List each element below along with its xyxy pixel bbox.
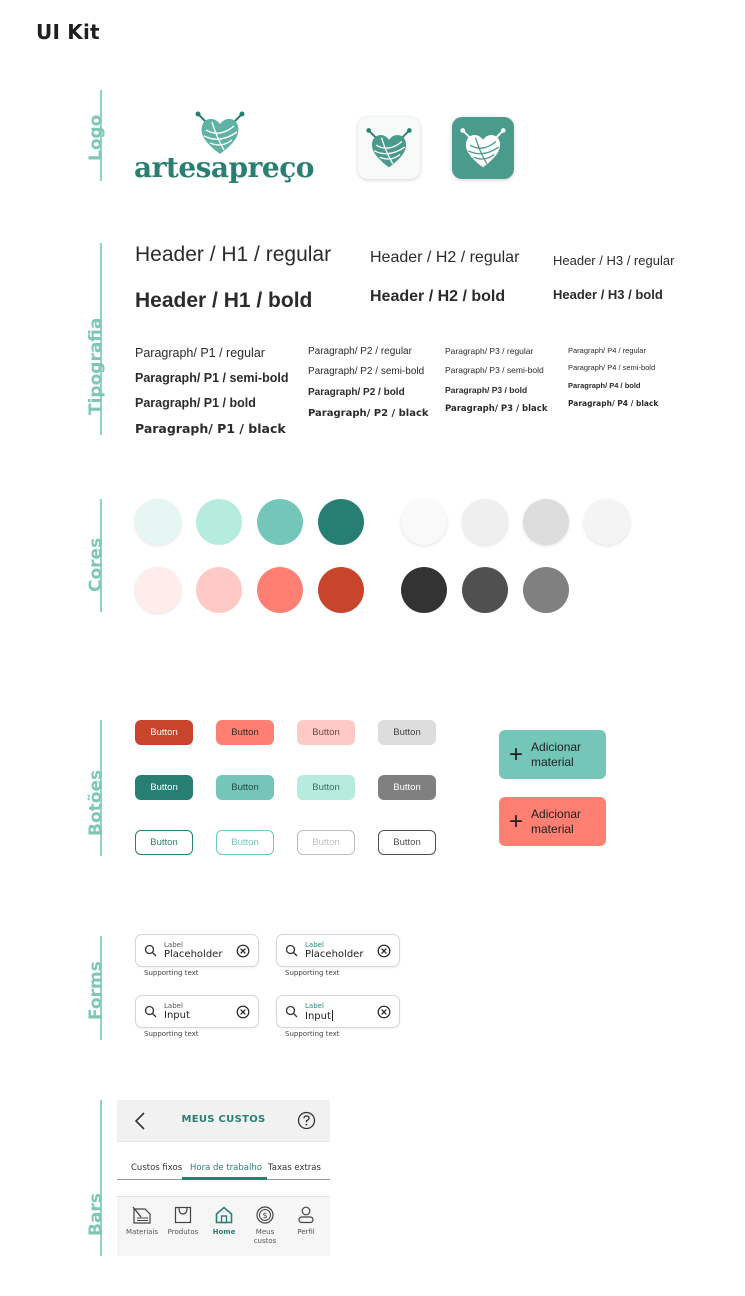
- color-neutral-75: [584, 499, 630, 545]
- color-neutral-900: [401, 567, 447, 613]
- nav-item-produtos[interactable]: [163, 1205, 203, 1237]
- h3-regular: Header / H3 / regular: [553, 253, 675, 268]
- plus-icon: +: [509, 807, 524, 835]
- color-teal-700: [318, 499, 364, 545]
- button-gray[interactable]: Button: [378, 775, 436, 800]
- tab-taxas-extras[interactable]: Taxas extras: [268, 1163, 321, 1173]
- svg-text:$: $: [262, 1211, 268, 1220]
- p1-semibold: Paragraph/ P1 / semi-bold: [135, 371, 289, 385]
- materials-icon: [131, 1205, 153, 1225]
- button-teal-dark[interactable]: Button: [135, 775, 193, 800]
- button-outline-gray[interactable]: Button: [378, 830, 436, 855]
- p4-bold: Paragraph/ P4 / bold: [568, 381, 641, 390]
- section-label-logo: Logo: [86, 114, 106, 161]
- nav-label: Home: [212, 1228, 236, 1236]
- p3-bold: Paragraph/ P3 / bold: [445, 385, 528, 395]
- nav-item-materiais[interactable]: [122, 1205, 162, 1237]
- app-icon-dark: [452, 117, 514, 179]
- p4-black: Paragraph/ P4 / black: [568, 399, 659, 408]
- p3-regular: Paragraph/ P3 / regular: [445, 346, 534, 356]
- field-placeholder: Placeholder: [305, 949, 364, 960]
- supporting-text: Supporting text: [144, 1030, 199, 1038]
- search-icon: [285, 1005, 298, 1018]
- section-logo: [72, 90, 106, 181]
- color-teal-50: [135, 499, 181, 545]
- page-title: UI Kit: [36, 20, 100, 44]
- color-coral-700: [318, 567, 364, 613]
- button-outline-gray-light[interactable]: Button: [297, 830, 355, 855]
- bottom-nav-bar: [117, 1196, 330, 1256]
- text-cursor: [332, 1010, 333, 1021]
- yarn-heart-icon: [194, 110, 246, 156]
- search-icon: [144, 944, 157, 957]
- add-material-button-coral[interactable]: [499, 797, 606, 846]
- section-typography: [72, 243, 106, 435]
- user-icon: [296, 1205, 316, 1225]
- logo-wordmark: artesapreço: [134, 151, 314, 184]
- p1-black: Paragraph/ P1 / black: [135, 421, 286, 436]
- button-gray-light[interactable]: Button: [378, 720, 436, 745]
- p2-regular: Paragraph/ P2 / regular: [308, 346, 412, 357]
- field-placeholder: Placeholder: [164, 949, 223, 960]
- color-coral-50: [135, 567, 181, 613]
- p3-semibold: Paragraph/ P3 / semi-bold: [445, 365, 544, 375]
- search-field-input-focused[interactable]: [276, 995, 400, 1028]
- nav-label: Materiais: [125, 1228, 159, 1236]
- field-label: Label: [164, 1002, 183, 1010]
- search-field-placeholder[interactable]: [135, 934, 259, 967]
- field-value: Input: [164, 1010, 190, 1021]
- color-coral-300: [257, 567, 303, 613]
- supporting-text: Supporting text: [285, 1030, 340, 1038]
- yarn-heart-icon: [365, 124, 413, 172]
- nav-item-home[interactable]: [204, 1205, 244, 1237]
- nav-label: Meus custos: [253, 1228, 277, 1245]
- add-material-label: Adicionar material: [531, 739, 582, 769]
- coin-icon: [255, 1205, 275, 1225]
- button-outline-teal[interactable]: Button: [216, 830, 274, 855]
- color-teal-300: [257, 499, 303, 545]
- p1-regular: Paragraph/ P1 / regular: [135, 346, 265, 360]
- shopping-bag-icon: [173, 1205, 193, 1225]
- color-teal-100: [196, 499, 242, 545]
- color-neutral-700: [462, 567, 508, 613]
- h2-regular: Header / H2 / regular: [370, 249, 520, 266]
- tab-custos-fixos[interactable]: Custos fixos: [131, 1163, 183, 1173]
- color-neutral-50: [401, 499, 447, 545]
- button-teal-light[interactable]: Button: [297, 775, 355, 800]
- search-icon: [144, 1005, 157, 1018]
- nav-label: Produtos: [167, 1228, 199, 1236]
- clear-icon[interactable]: [377, 944, 391, 958]
- search-field-placeholder-focused[interactable]: [276, 934, 400, 967]
- clear-icon[interactable]: [236, 1005, 250, 1019]
- button-outline-teal-dark[interactable]: Button: [135, 830, 193, 855]
- field-value-with-cursor: Input: [305, 1011, 331, 1022]
- app-icon-light: [358, 117, 420, 179]
- h3-bold: Header / H3 / bold: [553, 287, 663, 302]
- section-colors: [72, 499, 106, 612]
- supporting-text: Supporting text: [144, 969, 199, 977]
- button-coral-light[interactable]: Button: [297, 720, 355, 745]
- section-label-colors: Cores: [86, 537, 106, 592]
- yarn-heart-icon: [459, 124, 507, 172]
- clear-icon[interactable]: [236, 944, 250, 958]
- search-field-input[interactable]: [135, 995, 259, 1028]
- supporting-text: Supporting text: [285, 969, 340, 977]
- top-bar-title: MEUS CUSTOS: [181, 1114, 266, 1125]
- button-coral-dark[interactable]: Button: [135, 720, 193, 745]
- section-bars: [72, 1100, 106, 1256]
- search-icon: [285, 944, 298, 957]
- add-material-button-teal[interactable]: [499, 730, 606, 779]
- section-buttons: [72, 720, 106, 856]
- home-icon: [214, 1205, 234, 1225]
- p2-black: Paragraph/ P2 / black: [308, 408, 429, 419]
- section-label-bars: Bars: [86, 1193, 106, 1236]
- color-neutral-100: [462, 499, 508, 545]
- add-material-label: Adicionar material: [531, 806, 582, 836]
- p3-black: Paragraph/ P3 / black: [445, 404, 548, 414]
- p4-regular: Paragraph/ P4 / regular: [568, 346, 646, 355]
- plus-icon: +: [509, 740, 524, 768]
- h1-bold: Header / H1 / bold: [135, 289, 313, 312]
- color-neutral-200: [523, 499, 569, 545]
- tab-indicator: [182, 1177, 267, 1180]
- section-label-buttons: Botões: [86, 769, 106, 836]
- help-icon[interactable]: [297, 1111, 316, 1130]
- field-label: Label: [164, 941, 183, 949]
- h1-regular: Header / H1 / regular: [135, 243, 332, 266]
- h2-bold: Header / H2 / bold: [370, 288, 506, 305]
- button-teal[interactable]: Button: [216, 775, 274, 800]
- p2-bold: Paragraph/ P2 / bold: [308, 387, 405, 398]
- p1-bold: Paragraph/ P1 / bold: [135, 396, 256, 410]
- nav-label: Perfil: [297, 1228, 315, 1236]
- field-label: Label: [305, 941, 324, 949]
- clear-icon[interactable]: [377, 1005, 391, 1019]
- tab-hora-de-trabalho[interactable]: Hora de trabalho: [190, 1163, 262, 1173]
- nav-item-perfil[interactable]: [286, 1205, 326, 1237]
- button-coral[interactable]: Button: [216, 720, 274, 745]
- section-forms: [72, 936, 106, 1040]
- section-label-forms: Forms: [86, 961, 106, 1020]
- p2-semibold: Paragraph/ P2 / semi-bold: [308, 366, 425, 377]
- field-label: Label: [305, 1002, 324, 1010]
- color-neutral-500: [523, 567, 569, 613]
- p4-semibold: Paragraph/ P4 / semi-bold: [568, 363, 656, 372]
- top-app-bar: [117, 1100, 330, 1142]
- nav-item-meus-custos[interactable]: [245, 1205, 285, 1246]
- color-coral-100: [196, 567, 242, 613]
- section-label-typography: Tipografia: [86, 317, 106, 415]
